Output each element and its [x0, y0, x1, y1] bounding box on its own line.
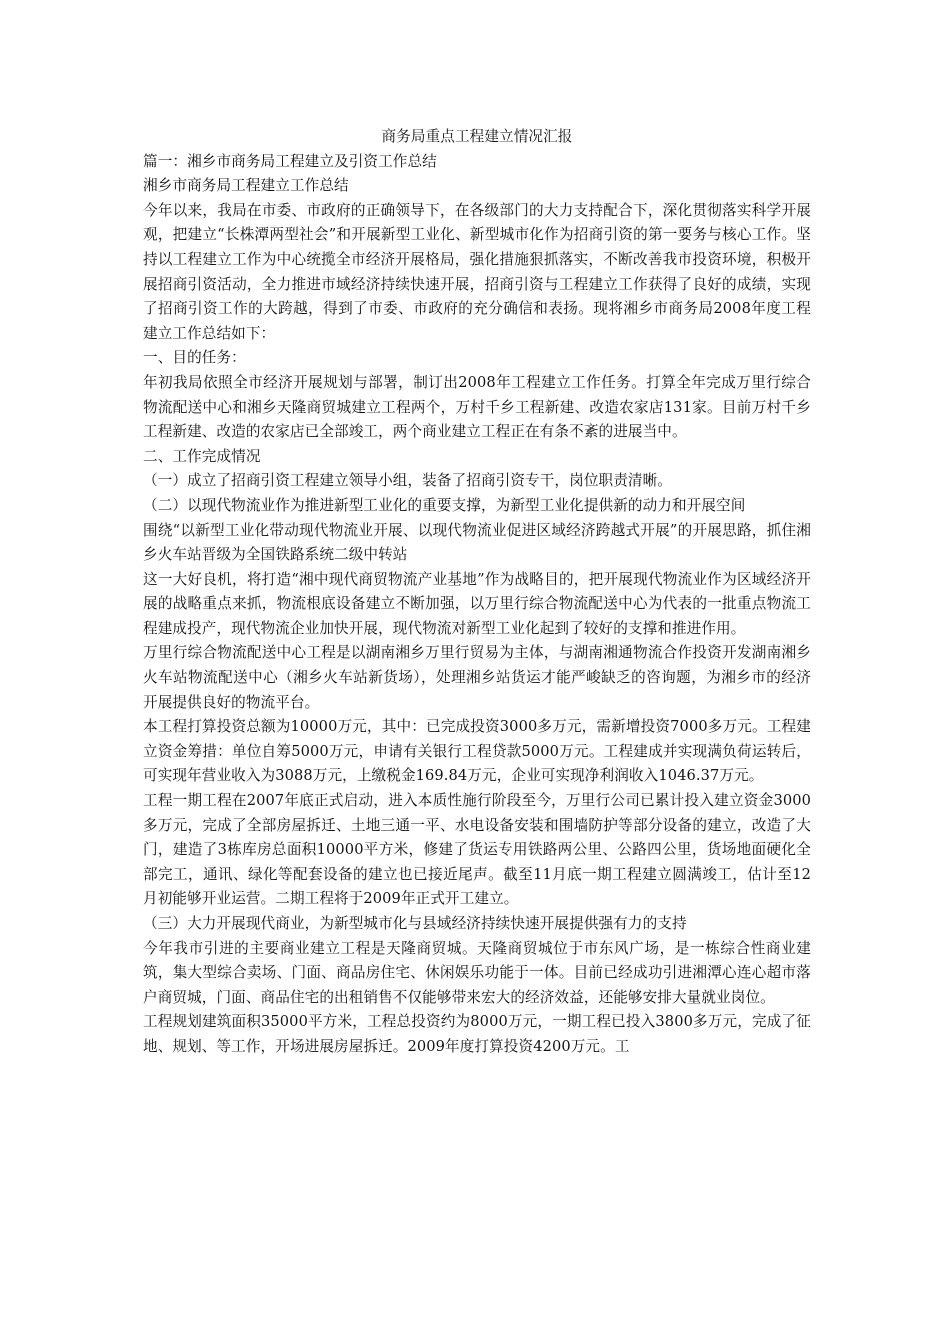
paragraph-item-2: （二）以现代物流业作为推进新型工业化的重要支撑，为新型工业化提供新的动力和开展空间 — [143, 496, 746, 514]
paragraph-section-heading: 篇一：湘乡市商务局工程建立及引资工作总结 — [143, 152, 437, 170]
paragraph-logistics-strategy: 这一大好良机，将打造“湘中现代商贸物流产业基地”作为战略目的，把开展现代物流业作为区域经济开展的战略重点来抓，物流根底设备建立不断加强，以万里行综合物流配送中心为代表的一批重点物流工程建成投产，现代物流企业加快开展，现代物流对新型工业化起到了较好的支撑和推进作用。 — [143, 570, 811, 637]
document-body — [143, 125, 811, 1060]
paragraph-tianlong: 今年我市引进的主要商业建立工程是天隆商贸城。天隆商贸城位于市东风广场，是一栋综合性商业建筑，集大型综合卖场、门面、商品房住宅、休闲娱乐功能于一体。目前已经成功引进湘潭心连心超市落户商贸城，门面、商品住宅的出租销售不仅能够带来宏大的经济效益，还能够安排大量就业岗位。 — [143, 939, 811, 1006]
paragraph-item-3: （三）大力开展现代商业，为新型城市化与县域经济持续快速开展提供强有力的支持 — [143, 915, 687, 932]
paragraph-tianlong-plan: 工程规划建筑面积35000平方米，工程总投资约为8000万元，一期工程已投入3800多万元，完成了征地、规划、等工作，开场进展房屋拆迁。2009年度打算投资4200万元。工 — [143, 1013, 811, 1055]
paragraph-heading-completion: 二、工作完成情况 — [143, 447, 261, 465]
paragraph-intro: 今年以来，我局在市委、市政府的正确领导下，在各级部门的大力支持配合下，深化贯彻落实科学开展观，把建立“长株潭两型社会”和开展新型工业化、新型城市化作为招商引资的第一要务与核心工作。坚持以工程建立工作为中心统揽全市经济开展格局，强化措施狠抓落实，不断改善我市投资环境，积极开展招商引资活动，全力推进市域经济持续快速开展，招商引资与工程建立工作获得了良好的成绩，实现了招商引资工作的大跨越，得到了市委、市政府的充分确信和表扬。现将湘乡市商务局2008年度工程建立工作总结如下： — [143, 201, 811, 342]
paragraph-heading-goals: 一、目的任务： — [143, 349, 246, 367]
paragraph-subtitle: 湘乡市商务局工程建立工作总结 — [143, 177, 349, 195]
paragraph-phase-one: 工程一期工程在2007年底正式启动，进入本质性施行阶段至今，万里行公司已累计投入建立资金3000多万元，完成了全部房屋拆迁、土地三通一平、水电设备安装和围墙防护等部分设备的建立，改造了大门，建造了3栋库房总面积10000平方米，修建了货运专用铁路两公里、公路四公里，货场地面硬化全部完工，通讯、绿化等配套设备的建立也已接近尾声。截至11月底一期工程建立圆满竣工，估计至12月初能够开业运营。二期工程将于2009年正式开工建立。 — [143, 792, 811, 908]
paragraph-item-1: （一）成立了招商引资工程建立领导小组，装备了招商引资专干，岗位职责清晰。 — [143, 472, 672, 490]
paragraph-wanlixing-center: 万里行综合物流配送中心工程是以湖南湘乡万里行贸易为主体，与湖南湘通物流合作投资开发湖南湘乡火车站物流配送中心（湘乡火车站新货场），处理湘乡站货运才能严峻缺乏的咨询题，为湘乡市的经济开展提供良好的物流平台。 — [143, 644, 811, 711]
document-title: 商务局重点工程建立情况汇报 — [381, 128, 573, 145]
paragraph-logistics-intro: 围绕“以新型工业化带动现代物流业开展、以现代物流业促进区域经济跨越式开展”的开展思路，抓住湘乡火车站晋级为全国铁路系统二级中转站 — [143, 521, 811, 564]
paragraph-investment: 本工程打算投资总额为10000万元，其中：已完成投资3000多万元，需新增投资7000多万元。工程建立资金筹措：单位自筹5000万元，申请有关银行工程贷款5000万元。工程建成并实现满负荷运转后，可实现年营业收入为3088万元，上缴税金169.84万元，企业可实现净利润收入1046.37万元。 — [143, 718, 811, 785]
paragraph-goals: 年初我局依照全市经济开展规划与部署，制订出2008年工程建立工作任务。打算全年完成万里行综合物流配送中心和湘乡天隆商贸城建立工程两个，万村千乡工程新建、改造农家店131家。目前万村千乡工程新建、改造的农家店已全部竣工，两个商业建立工程正在有条不紊的进展当中。 — [143, 373, 811, 441]
